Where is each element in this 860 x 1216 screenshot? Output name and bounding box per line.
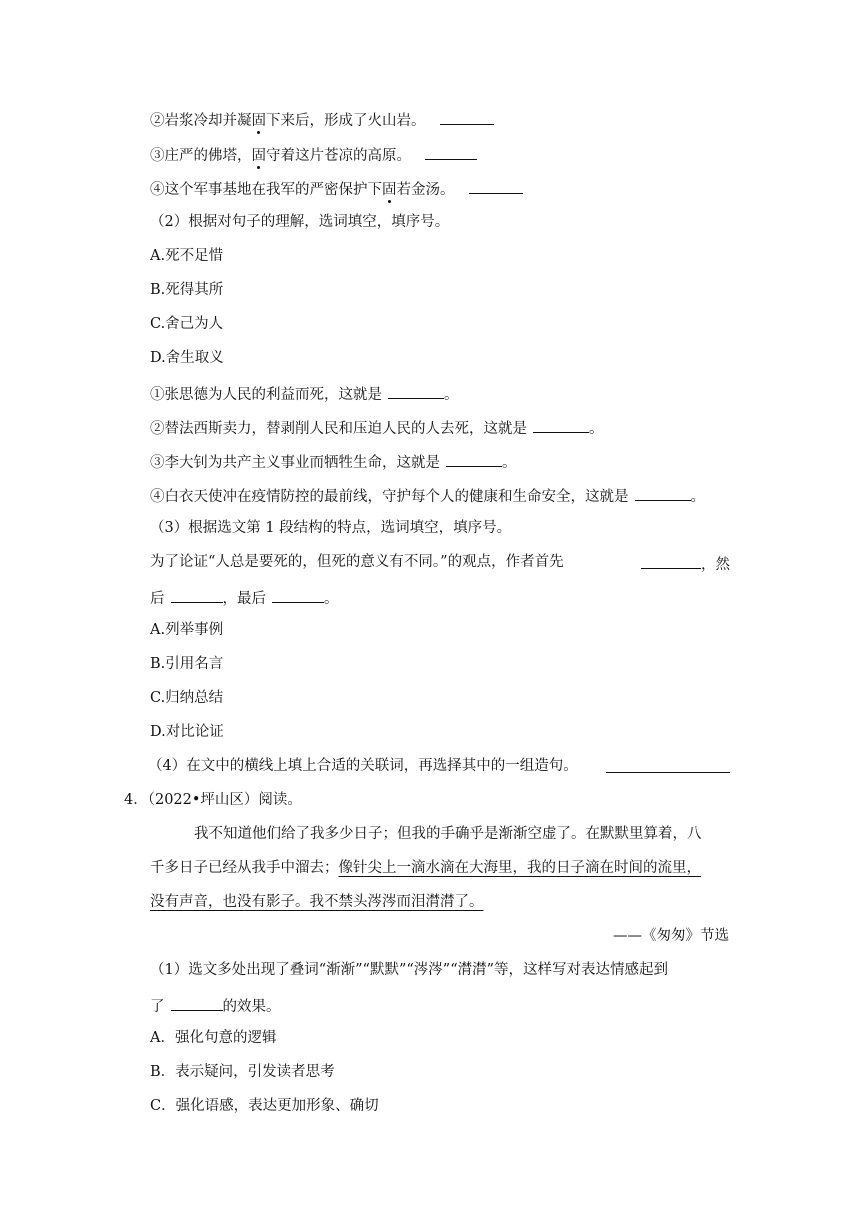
option-a: A．强化句意的逻辑 <box>150 1030 277 1046</box>
sentence-text: 后 <box>150 591 165 607</box>
punctuation: 。 <box>589 421 604 437</box>
sentence-text: ②替法西斯卖力，替剥削人民和压迫人民的人去死，这就是 <box>150 421 527 437</box>
passage-text: 我不知道他们给了我多少日子；但我的手确乎是渐渐空虚了。在默默里算着，八 <box>194 826 702 842</box>
answer-blank[interactable] <box>440 108 494 125</box>
answer-blank[interactable] <box>171 586 223 603</box>
q3-p2-sentence-3 <box>150 450 517 473</box>
q3-p1-item-4 <box>150 177 523 200</box>
sentence-text: ，然 <box>701 557 730 573</box>
sentence-text: 的效果。 <box>222 999 281 1015</box>
q3-p4-line <box>148 756 730 776</box>
sentence-text: ④白衣天使冲在疫情防控的最前线，守护每个人的健康和生命安全，这就是 <box>150 489 629 505</box>
item-text: ④这个军事基地在我军的严密保护下 <box>150 182 382 198</box>
q3-p1-item-3 <box>150 143 477 166</box>
option-a: A.列举事例 <box>150 622 224 638</box>
underlined-text: 像针尖上一滴水滴在大海里，我的日子滴在时间的流里， <box>338 860 701 876</box>
option-c: C.归纳总结 <box>150 690 224 706</box>
punctuation: 。 <box>502 455 517 471</box>
q3-p2-sentence-4 <box>150 484 705 507</box>
option-a: A.死不足惜 <box>150 248 224 264</box>
sentence-text: ①张思德为人民的利益而死，这就是 <box>150 387 382 403</box>
q4-p1-prompt-line-2 <box>150 994 281 1017</box>
passage-source: ——《匆匆》节选 <box>613 928 729 944</box>
item-text: 若金汤。 <box>396 182 455 198</box>
q3-p2-prompt: （2）根据对句子的理解，选词填空，填序号。 <box>150 214 450 230</box>
answer-blank[interactable] <box>171 994 223 1011</box>
q3-p3-line-2 <box>150 586 339 609</box>
answer-blank[interactable] <box>446 450 502 467</box>
sentence-text: （4）在文中的横线上填上合适的关联词，再选择其中的一组造句。 <box>148 758 578 774</box>
q4-p1-prompt: （1）选文多处出现了叠词“渐渐”“默默”“涔涔”“潸潸”等，这样写对表达情感起到 <box>150 962 669 978</box>
option-c: C．强化语感，表达更加形象、确切 <box>150 1098 379 1114</box>
q4-passage-line-2 <box>150 858 701 878</box>
option-b: B.引用名言 <box>150 656 224 672</box>
underlined-text: 没有声音，也没有影子。我不禁头涔涔而泪潸潸了。 <box>150 894 484 910</box>
answer-blank[interactable] <box>533 416 589 433</box>
answer-blank[interactable] <box>641 552 701 569</box>
sentence-text: 了 <box>150 999 165 1015</box>
item-text: 守着这片苍凉的高原。 <box>266 148 411 164</box>
item-text: 下来后，形成了火山岩。 <box>266 113 426 129</box>
item-text: ②岩浆冷却并凝 <box>150 113 252 129</box>
emphasis-char: 固 <box>251 113 266 129</box>
sentence-text: ③李大钊为共产主义事业而牺牲生命，这就是 <box>150 455 440 471</box>
option-b: B．表示疑问，引发读者思考 <box>150 1064 335 1080</box>
answer-blank[interactable] <box>388 382 444 399</box>
punctuation: 。 <box>324 591 339 607</box>
item-text: ③庄严的佛塔， <box>150 148 252 164</box>
option-c: C.舍己为人 <box>150 316 224 332</box>
emphasis-char: 固 <box>382 182 397 198</box>
q4-passage-line-1 <box>194 824 730 844</box>
emphasis-char: 固 <box>251 148 266 164</box>
punctuation: 。 <box>444 387 459 403</box>
sentence-text: 为了论证“人总是要死的，但死的意义有不同。”的观点，作者首先 <box>150 554 564 570</box>
q3-p3-prompt: （3）根据选文第 1 段结构的特点，选词填空，填序号。 <box>150 520 512 536</box>
q3-p2-sentence-1 <box>150 382 459 405</box>
answer-blank[interactable] <box>469 177 523 194</box>
q3-p3-line-1 <box>150 552 730 575</box>
passage-text: 千多日子已经从我手中溜去； <box>150 860 339 876</box>
punctuation: 。 <box>690 489 705 505</box>
answer-blank[interactable] <box>425 143 477 160</box>
answer-blank[interactable] <box>272 586 324 603</box>
answer-blank[interactable] <box>606 756 730 773</box>
q4-passage-line-3 <box>150 892 484 912</box>
option-b: B.死得其所 <box>150 282 224 298</box>
option-d: D.舍生取义 <box>150 350 224 366</box>
option-d: D.对比论证 <box>150 724 224 740</box>
q3-p1-item-2 <box>150 108 494 131</box>
q3-p2-sentence-2 <box>150 416 604 439</box>
answer-blank[interactable] <box>635 484 691 501</box>
q4-heading: 4．（2022•坪山区）阅读。 <box>124 792 302 808</box>
sentence-text: ，最后 <box>222 591 266 607</box>
